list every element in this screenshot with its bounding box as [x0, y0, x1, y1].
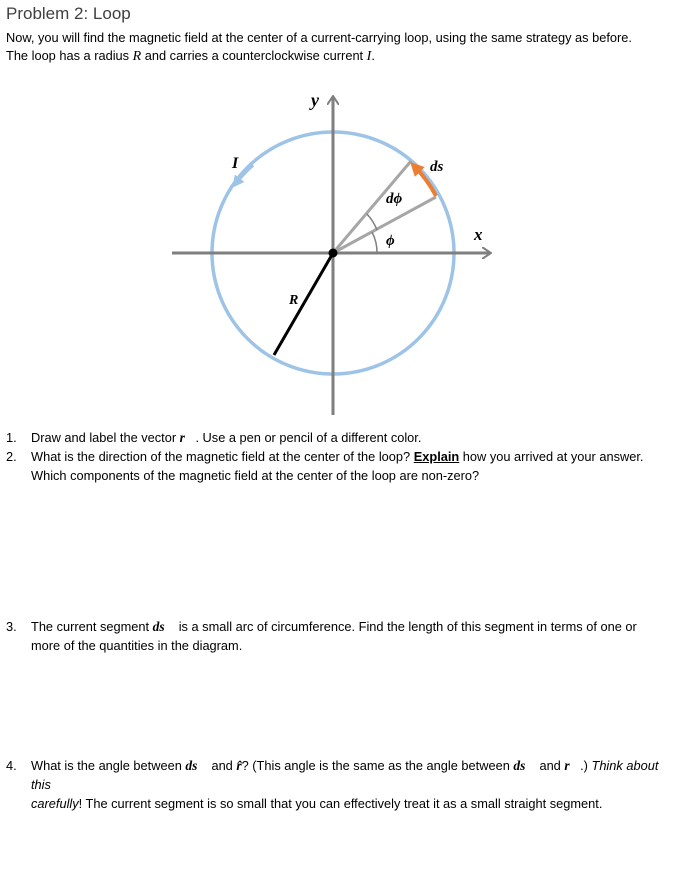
dphi-label: dϕ	[386, 191, 403, 207]
intro-text: The loop has a radius	[6, 48, 133, 63]
r-vector-symbol: r⃗	[564, 758, 581, 773]
question-4	[6, 756, 680, 813]
question-text	[31, 617, 680, 655]
ds-label: ds⃗	[430, 159, 456, 175]
phi-angle-arc	[372, 232, 377, 253]
text: What is the direction of the magnetic field at the center of the loop?	[31, 449, 414, 464]
phi-label: ϕ	[386, 233, 395, 249]
intro-text: and carries a counterclockwise current	[141, 48, 367, 63]
intro-line-2	[6, 47, 684, 66]
italic-emphasis: Think about this	[31, 758, 659, 792]
problem-title: Problem 2: Loop	[6, 4, 131, 23]
text: What is the angle between	[31, 758, 186, 773]
ray-to-ds-end	[333, 161, 411, 253]
text: how you arrived at your answer.	[459, 449, 644, 464]
question-number: 4.	[6, 758, 17, 773]
question-line	[31, 756, 680, 794]
ray-to-ds-start	[333, 197, 436, 253]
text: and	[535, 758, 565, 773]
problem-intro	[6, 29, 684, 66]
current-direction-arrow	[236, 165, 253, 183]
text: The current segment	[31, 619, 153, 634]
center-point	[329, 249, 338, 258]
text: . Use a pen or pencil of a different color.	[195, 430, 422, 445]
question-line: Which components of the magnetic field at the center of the loop are non-zero?	[31, 468, 480, 483]
ds-vector-symbol: ds⃗	[152, 619, 176, 634]
question-line	[31, 447, 680, 466]
text: .)	[580, 758, 592, 773]
question-text	[31, 756, 680, 813]
question-line	[31, 617, 680, 636]
question-number: 1.	[6, 430, 17, 445]
r-hat-symbol: r̂	[236, 758, 242, 773]
question-1	[6, 428, 680, 447]
question-3	[6, 617, 680, 655]
question-text	[31, 447, 680, 485]
explain-emphasis: Explain	[413, 449, 460, 464]
intro-line-1: Now, you will find the magnetic field at the center of a current-carrying loop, using the same strategy as before.	[6, 30, 632, 45]
ds-vector-symbol: ds⃗	[513, 758, 536, 773]
ds-vector-symbol: ds⃗	[185, 758, 208, 773]
question-line: more of the quantities in the diagram.	[31, 638, 243, 653]
text: ? (This angle is the same as the angle between	[241, 758, 514, 773]
text: ! The current segment is so small that you can effectively treat it as a small straight segment.	[78, 796, 603, 811]
dphi-angle-arc	[367, 214, 377, 230]
radius-line	[274, 253, 333, 355]
y-axis-label: y	[311, 90, 319, 110]
question-text	[31, 428, 680, 447]
r-vector-symbol: r⃗	[179, 430, 196, 445]
intro-current-symbol: I	[366, 49, 372, 64]
current-label: I	[232, 155, 239, 172]
italic-emphasis-continued: carefully	[31, 796, 79, 811]
x-axis-label: x	[474, 225, 483, 244]
question-2	[6, 447, 680, 485]
radius-label: R	[289, 293, 299, 308]
question-line	[31, 794, 680, 813]
question-number: 3.	[6, 619, 17, 634]
loop-diagram	[160, 88, 500, 418]
text: Draw and label the vector	[31, 430, 180, 445]
text: and	[207, 758, 237, 773]
intro-radius-symbol: R	[132, 49, 142, 64]
question-number: 2.	[6, 449, 17, 464]
text: is a small arc of circumference. Find the length of this segment in terms of one or	[175, 619, 637, 634]
intro-text: .	[371, 48, 375, 63]
